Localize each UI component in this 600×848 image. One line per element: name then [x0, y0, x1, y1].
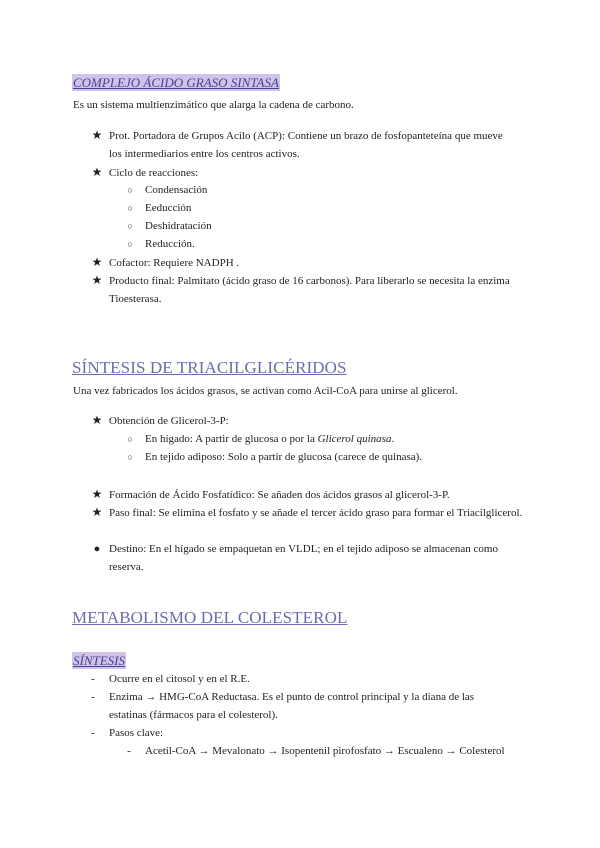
star-bullet-icon: ★: [91, 165, 103, 179]
heading-colesterol: METABOLISMO DEL COLESTEROL: [72, 608, 348, 627]
formacion-acido-fosfatidico: Formación de Ácido Fosfatídico: Se añaden dos ácidos grasos al glicerol-3-P.: [109, 489, 450, 501]
acp-line-1: Prot. Portadora de Grupos Acilo (ACP): Contiene un brazo de fosfopanteteína que mueve: [109, 130, 503, 142]
star-bullet-icon: ★: [91, 128, 103, 142]
colesterol-item-enzima-1: Enzima → HMG-CoA Reductasa. Es el punto de control principal y la diana de las: [109, 691, 475, 703]
star-bullet-icon: ★: [91, 413, 103, 427]
dash-bullet-icon: -: [91, 727, 95, 739]
circle-bullet-icon: ○: [127, 203, 133, 213]
dash-bullet-icon: -: [127, 745, 131, 757]
colesterol-item-enzima-2: estatinas (fármacos para el colesterol).: [109, 709, 278, 721]
sub-condensacion: Condensación: [145, 184, 208, 196]
producto-line-1: Producto final: Palmitato (ácido graso de 16 carbonos). Para liberarlo se necesita la enzima: [109, 275, 510, 287]
higado-line: [145, 432, 394, 447]
higado-period: .: [391, 433, 395, 445]
colesterol-item-citosol: Ocurre en el citosol y en el R.E.: [109, 673, 250, 685]
sec2-intro: Una vez fabricados los ácidos grasos, se activan como Acil-CoA para unirse al glicerol.: [73, 385, 458, 397]
higado-text: En hígado: A partir de glucosa o por la: [145, 433, 318, 445]
sub-reduccion: Reducción.: [145, 238, 195, 250]
circle-bullet-icon: ○: [127, 185, 133, 195]
obtencion-glicerol: Obtención de Glicerol-3-P:: [109, 415, 229, 427]
glicerol-quinasa: Glicerol quinasa: [317, 433, 392, 445]
heading-triacilgliceridos: SÍNTESIS DE TRIACILGLICÉRIDOS: [72, 358, 347, 377]
pasos-secuencia: Acetil-CoA → Mevalonato → Isopentenil pirofosfato → Escualeno → Colesterol: [145, 745, 505, 757]
circle-bullet-icon: ○: [127, 452, 133, 462]
paso-final: Paso final: Se elimina el fosfato y se añade el tercer ácido graso para formar el Triacilglicerol.: [109, 507, 523, 519]
subheading-sintesis: SÍNTESIS: [73, 653, 125, 668]
star-bullet-icon: ★: [91, 487, 103, 501]
star-bullet-icon: ★: [91, 255, 103, 269]
colesterol-item-pasos: Pasos clave:: [109, 727, 164, 739]
circle-bullet-icon: ○: [127, 221, 133, 231]
destino-line-1: Destino: En el hígado se empaquetan en VLDL; en el tejido adiposo se almacenan como: [109, 543, 498, 555]
ciclo-reacciones: Ciclo de reacciones:: [109, 167, 199, 179]
cofactor: Cofactor: Requiere NADPH .: [109, 257, 240, 269]
circle-bullet-icon: ○: [127, 239, 133, 249]
sec1-intro: Es un sistema multienzimático que alarga la cadena de carbono.: [73, 99, 354, 111]
sub-eeduccion: Eeducción: [145, 202, 192, 214]
destino-line-2: reserva.: [109, 561, 144, 573]
star-bullet-icon: ★: [91, 273, 103, 287]
star-bullet-icon: ★: [91, 505, 103, 519]
acp-line-2: los intermediarios entre los centros activos.: [109, 148, 300, 160]
heading-acido-graso-sintasa: COMPLEJO ÁCIDO GRASO SINTASA: [73, 75, 279, 90]
adiposo-line: En tejido adiposo: Solo a partir de glucosa (carece de quinasa).: [145, 451, 423, 463]
sub-deshidratacion: Deshidratación: [145, 220, 212, 232]
producto-line-2: Tioesterasa.: [109, 293, 162, 305]
dash-bullet-icon: -: [91, 691, 95, 703]
dot-bullet-icon: ●: [93, 543, 101, 555]
circle-bullet-icon: ○: [127, 434, 133, 444]
dash-bullet-icon: -: [91, 673, 95, 685]
